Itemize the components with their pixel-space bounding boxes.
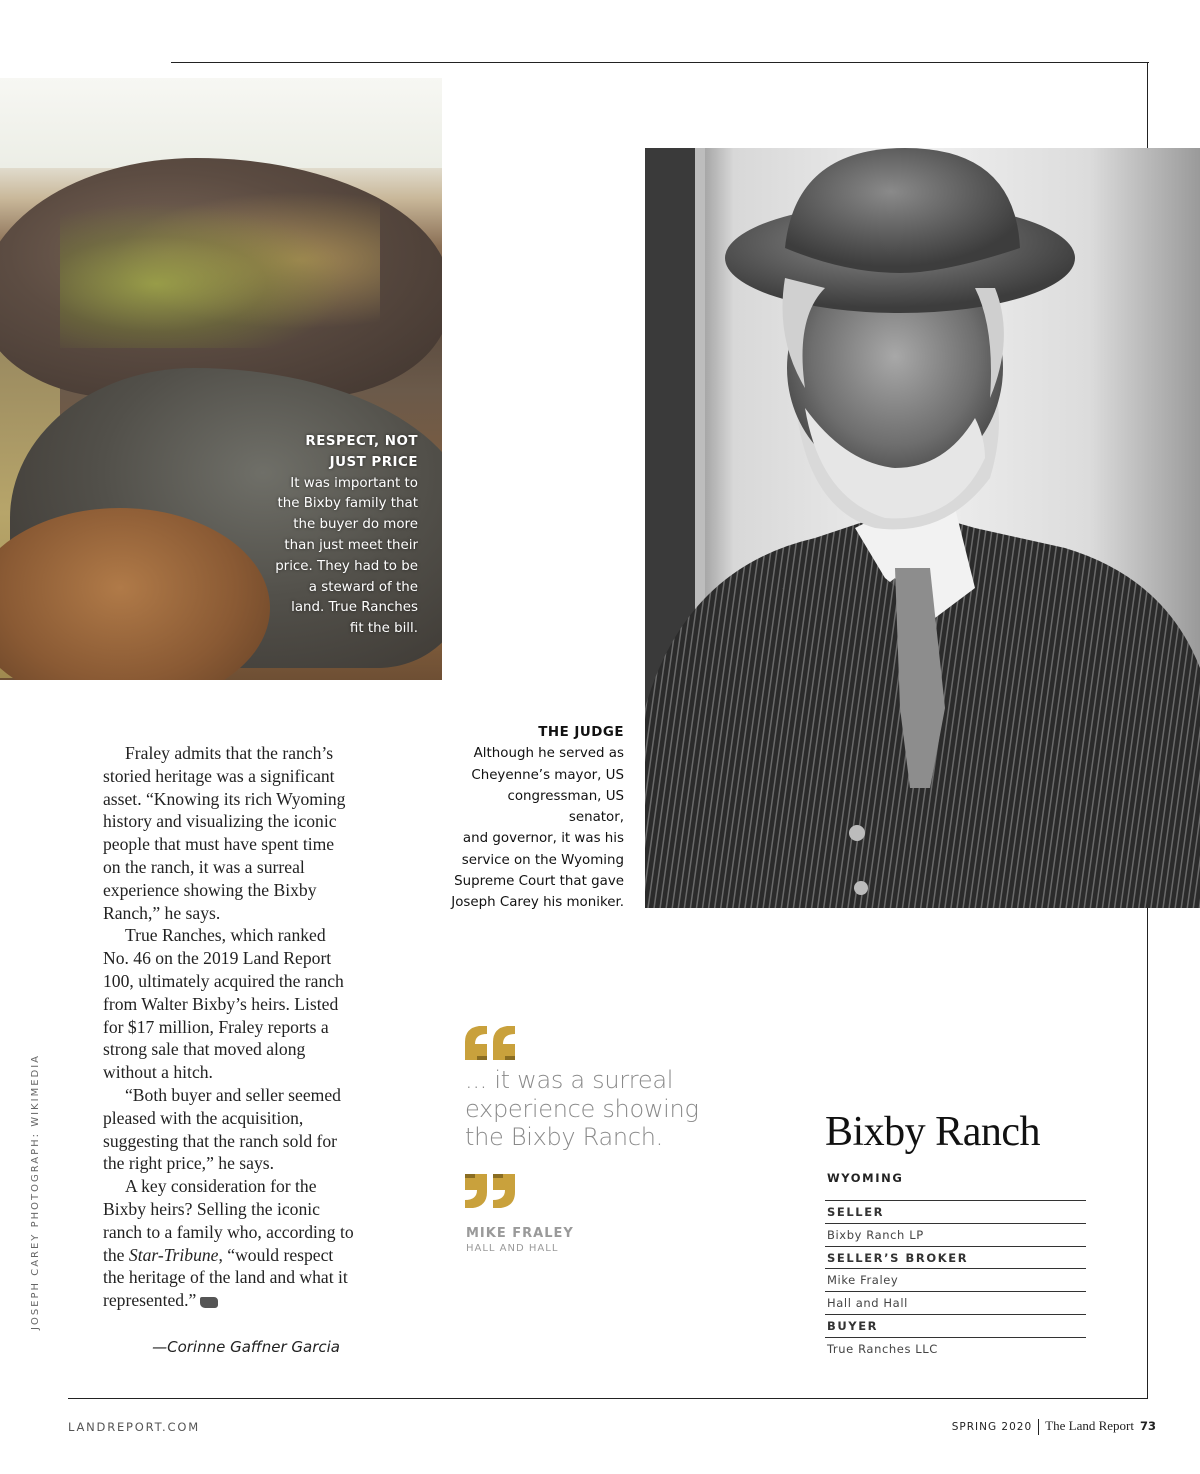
caption-line: price. They had to be xyxy=(275,558,418,574)
fact-row-value: Bixby Ranch LP xyxy=(825,1223,1086,1246)
caption-line: land. True Ranches xyxy=(291,600,418,616)
caption-title-line1: RESPECT, NOT xyxy=(305,434,418,449)
portrait-illustration xyxy=(645,148,1200,908)
usa-map-icon xyxy=(200,1297,218,1308)
caption-line: and governor, it was his xyxy=(462,831,624,847)
quote-attribution-org: HALL AND HALL xyxy=(466,1243,559,1254)
footer-folio xyxy=(930,1418,1156,1435)
fact-row-heading: SELLER xyxy=(825,1200,1086,1223)
frame-rule-top xyxy=(171,62,1149,63)
footer-magazine-name: The Land Report xyxy=(1045,1418,1134,1433)
caption-line: service on the Wyoming xyxy=(461,852,624,868)
quote-attribution-name: MIKE FRALEY xyxy=(466,1226,574,1241)
fact-row-value: Mike Fraley xyxy=(825,1268,1086,1291)
joseph-carey-portrait-photo xyxy=(645,148,1200,908)
fact-box-state: WYOMING xyxy=(827,1171,904,1185)
rock-photo-caption xyxy=(268,432,418,640)
fact-row-heading: SELLER’S BROKER xyxy=(825,1246,1086,1269)
publication-name: Star-Tribune xyxy=(128,1244,219,1265)
caption-line: It was important to xyxy=(290,475,418,491)
photo-sky xyxy=(0,78,442,168)
photo-grass xyxy=(60,188,380,348)
footer-divider xyxy=(1038,1419,1039,1435)
caption-title-line2: JUST PRICE xyxy=(329,454,418,470)
caption-line: Cheyenne’s mayor, US xyxy=(471,767,624,783)
article-text: A key consideration for the Bixby heirs? Selling the iconic ranch to a family who, according to the xyxy=(103,1176,354,1265)
caption-line: the buyer do more xyxy=(293,517,418,533)
fact-row-value: True Ranches LLC xyxy=(825,1337,1086,1360)
article-paragraph: Fraley admits that the ranch’s storied heritage was a significant asset. “Knowing its rich Wyoming history and visualizing the iconic people that must have spent time on the ranch, it was a surreal experience showing the Bixby Ranch,” he says. xyxy=(103,743,346,923)
fact-box-title: Bixby Ranch xyxy=(825,1109,1040,1155)
judge-photo-caption xyxy=(450,722,624,914)
caption-line: a steward of the xyxy=(308,579,418,595)
pull-quote-text: ... it was a surreal experience showing the Bixby Ranch. xyxy=(465,1066,699,1151)
footer-page-number: 73 xyxy=(1139,1419,1156,1433)
frame-rule-bottom xyxy=(68,1398,1148,1399)
caption-line: congressman, US senator, xyxy=(507,788,624,826)
caption-title: THE JUDGE xyxy=(538,725,624,740)
caption-line: than just meet their xyxy=(284,537,418,553)
article-text: , “would respect the heritage of the land and what it represented.” xyxy=(103,1244,348,1311)
caption-line: Joseph Carey his moniker. xyxy=(451,895,624,911)
fact-row-heading: BUYER xyxy=(825,1314,1086,1337)
close-quote-icon xyxy=(463,1170,523,1210)
fact-box-table xyxy=(825,1200,1086,1360)
article-paragraph: True Ranches, which ranked No. 46 on the 2019 Land Report 100, ultimately acquired the ranch from Walter Bixby’s heirs. Listed for $17 million, Fraley reports a strong sale that moved along without a hitch. xyxy=(103,925,344,1083)
article-body xyxy=(103,742,355,1312)
photo-credit: JOSEPH CAREY PHOTOGRAPH: WIKIMEDIA xyxy=(30,1053,41,1330)
article-paragraph xyxy=(103,1175,355,1312)
article-paragraph: “Both buyer and seller seemed pleased with the acquisition, suggesting that the ranch sold for the right price,” he says. xyxy=(103,1084,341,1174)
fact-row-value: Hall and Hall xyxy=(825,1291,1086,1314)
article-byline: —Corinne Gaffner Garcia xyxy=(152,1338,340,1356)
footer-season: SPRING 2020 xyxy=(951,1421,1033,1433)
footer-site-link[interactable]: LANDREPORT.COM xyxy=(68,1420,200,1434)
caption-line: fit the bill. xyxy=(349,621,418,637)
open-quote-icon xyxy=(463,1024,523,1064)
caption-line: Although he served as xyxy=(473,746,624,762)
caption-line: Supreme Court that gave xyxy=(454,874,624,890)
caption-line: the Bixby family that xyxy=(277,496,418,512)
